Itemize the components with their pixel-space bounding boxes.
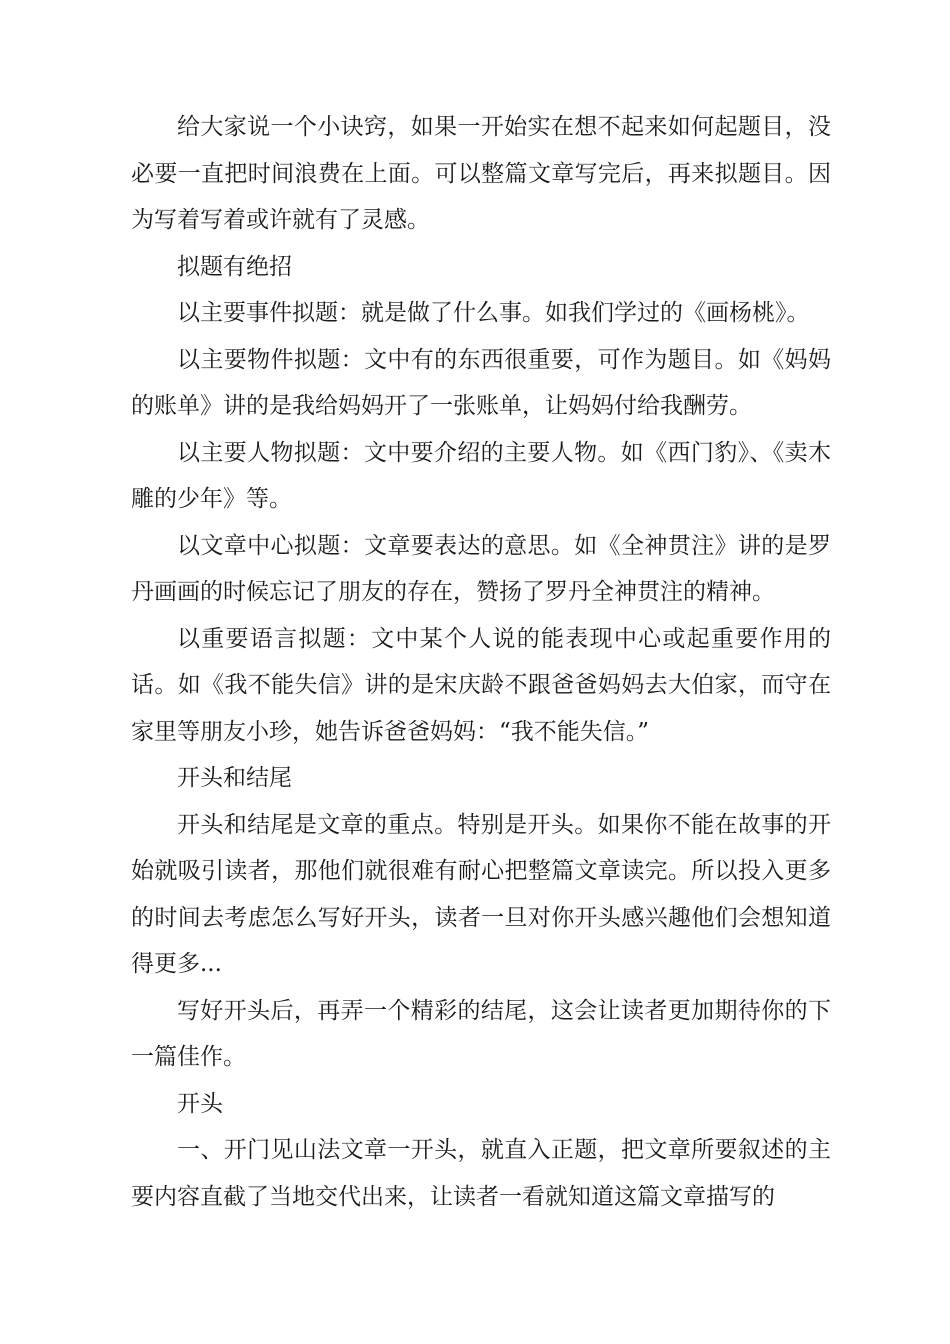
paragraph-opening-importance: 开头和结尾是文章的重点。特别是开头。如果你不能在故事的开始就吸引读者，那他们就很难有耐心把整篇文章读完。所以投入更多的时间去考虑怎么写好开头，读者一旦对你开头感兴趣他们会想知道得更多... xyxy=(131,811,831,977)
heading-opening: 开头 xyxy=(177,1090,223,1117)
paragraph-object-title: 以主要物件拟题：文中有的东西很重要，可作为题目。如《妈妈的账单》讲的是我给妈妈开了一张账单，让妈妈付给我酬劳。 xyxy=(131,346,831,419)
paragraph-tip: 给大家说一个小诀窍，如果一开始实在想不起来如何起题目，没必要一直把时间浪费在上面。可以整篇文章写完后，再来拟题目。因为写着写着或许就有了灵感。 xyxy=(131,114,831,233)
heading-title-tips: 拟题有绝招 xyxy=(177,253,292,280)
paragraph-ending: 写好开头后，再弄一个精彩的结尾，这会让读者更加期待你的下一篇佳作。 xyxy=(131,997,831,1070)
heading-opening-ending: 开头和结尾 xyxy=(177,765,292,791)
paragraph-direct-opening: 一、开门见山法文章一开头，就直入正题，把文章所要叙述的主要内容直截了当地交代出来，让读者一看就知道这篇文章描写的 xyxy=(131,1137,831,1210)
paragraph-theme-title: 以文章中心拟题：文章要表达的意思。如《全神贯注》讲的是罗丹画画的时候忘记了朋友的存在，赞扬了罗丹全神贯注的精神。 xyxy=(131,532,831,605)
document-body xyxy=(131,104,831,1220)
paragraph-quote-title: 以重要语言拟题：文中某个人说的能表现中心或起重要作用的话。如《我不能失信》讲的是宋庆龄不跟爸爸妈妈去大伯家，而守在家里等朋友小珍，她告诉爸爸妈妈：“我不能失信。” xyxy=(131,625,831,745)
paragraph-character-title: 以主要人物拟题：文中要介绍的主要人物。如《西门豹》、《卖木雕的少年》等。 xyxy=(131,439,831,512)
paragraph-event-title: 以主要事件拟题：就是做了什么事。如我们学过的《画杨桃》。 xyxy=(177,300,810,326)
